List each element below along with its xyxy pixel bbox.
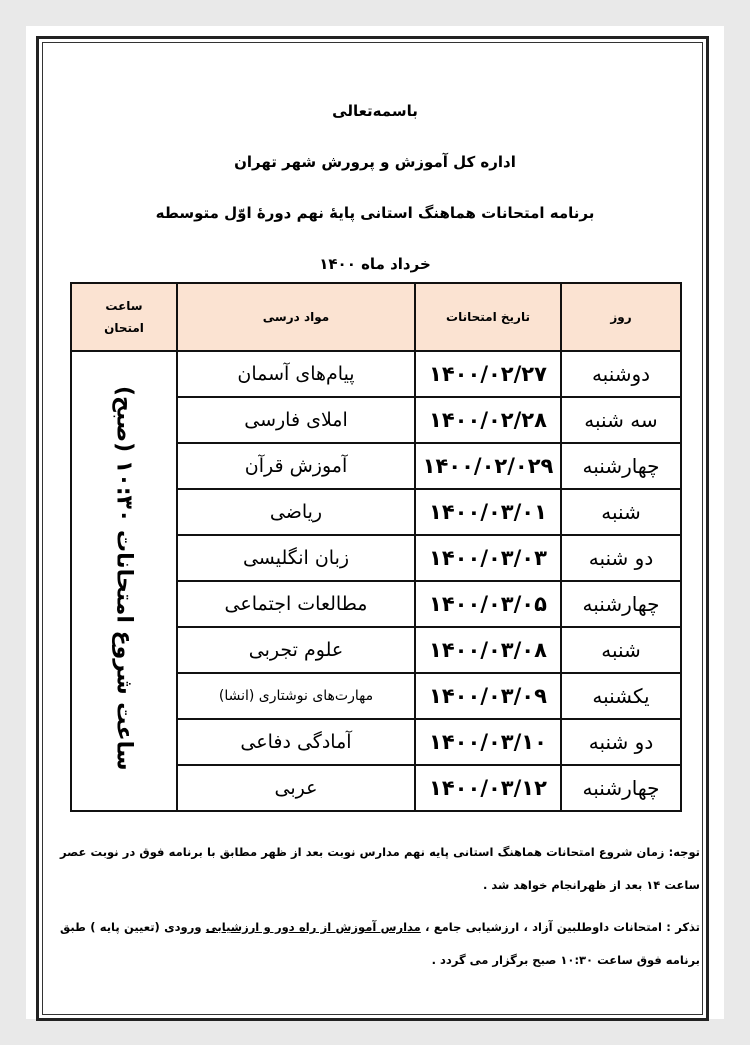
cell-subject: مهارت‌های نوشتاری (انشا)	[177, 673, 415, 719]
header-line-basmala: باسمه‌تعالی	[332, 102, 418, 120]
cell-date: ۱۴۰۰/۰۳/۱۲	[415, 765, 561, 811]
header-date: تاریخ امتحانات	[415, 283, 561, 351]
header-line-program: برنامه امتحانات هماهنگ استانی پایهٔ نهم دورهٔ اوّل متوسطه	[155, 204, 595, 222]
cell-subject: علوم تجربی	[177, 627, 415, 673]
cell-subject: آمادگی دفاعی	[177, 719, 415, 765]
cell-day: چهارشنبه	[561, 443, 681, 489]
header-day: روز	[561, 283, 681, 351]
cell-date: ۱۴۰۰/۰۳/۰۸	[415, 627, 561, 673]
cell-date: ۱۴۰۰/۰۳/۱۰	[415, 719, 561, 765]
cell-day: چهارشنبه	[561, 765, 681, 811]
cell-subject: املای فارسی	[177, 397, 415, 443]
cell-day: دو شنبه	[561, 719, 681, 765]
cell-day: شنبه	[561, 489, 681, 535]
header-time-label: ساعت امتحان	[104, 299, 144, 335]
start-time-text: ساعت شروع امتحانات ۱۰:۳۰ (صبح)	[111, 385, 137, 771]
cell-subject: زبان انگلیسی	[177, 535, 415, 581]
header-line-date: خرداد ماه ۱۴۰۰	[319, 255, 431, 273]
cell-date: ۱۴۰۰/۰۲/۰۲۹	[415, 443, 561, 489]
table-row	[71, 351, 681, 397]
note-reminder	[60, 911, 700, 977]
table-header-row	[71, 283, 681, 351]
exam-schedule-table	[70, 282, 682, 812]
note-reminder-part2: ورودی (تعیین پایه ) طبق برنامه فوق ساعت ۱۰:۳۰ صبح برگزار می گردد .	[60, 920, 700, 967]
cell-subject: مطالعات اجتماعی	[177, 581, 415, 627]
header-time	[71, 283, 177, 351]
note-afternoon: توجه: زمان شروع امتحانات هماهنگ استانی پایه نهم مدارس نوبت بعد از ظهر مطابق با برنامه فوق در نوبت عصر ساعت ۱۴ بعد از ظهرانجام خواهد شد .	[60, 845, 700, 892]
cell-date: ۱۴۰۰/۰۳/۰۳	[415, 535, 561, 581]
cell-subject: عربی	[177, 765, 415, 811]
cell-day: چهارشنبه	[561, 581, 681, 627]
cell-subject: ریاضی	[177, 489, 415, 535]
cell-day: سه شنبه	[561, 397, 681, 443]
document-page	[26, 26, 724, 1019]
cell-subject: آموزش قرآن	[177, 443, 415, 489]
cell-day: شنبه	[561, 627, 681, 673]
cell-start-time	[71, 351, 177, 811]
cell-date: ۱۴۰۰/۰۲/۲۸	[415, 397, 561, 443]
cell-date: ۱۴۰۰/۰۳/۰۱	[415, 489, 561, 535]
header-subject: مواد درسی	[177, 283, 415, 351]
cell-subject: پیام‌های آسمان	[177, 351, 415, 397]
note-reminder-underlined: مدارس آموزش از راه دور و ارزشیابی	[205, 920, 421, 934]
cell-day: یکشنبه	[561, 673, 681, 719]
cell-date: ۱۴۰۰/۰۳/۰۹	[415, 673, 561, 719]
cell-day: دوشنبه	[561, 351, 681, 397]
cell-date: ۱۴۰۰/۰۳/۰۵	[415, 581, 561, 627]
document-header	[26, 86, 724, 290]
header-line-office: اداره کل آموزش و پرورش شهر تهران	[234, 153, 516, 171]
note-reminder-part1: تذکر : امتحانات داوطلبین آزاد ، ارزشیابی جامع ،	[420, 920, 700, 934]
cell-date: ۱۴۰۰/۰۲/۲۷	[415, 351, 561, 397]
cell-day: دو شنبه	[561, 535, 681, 581]
